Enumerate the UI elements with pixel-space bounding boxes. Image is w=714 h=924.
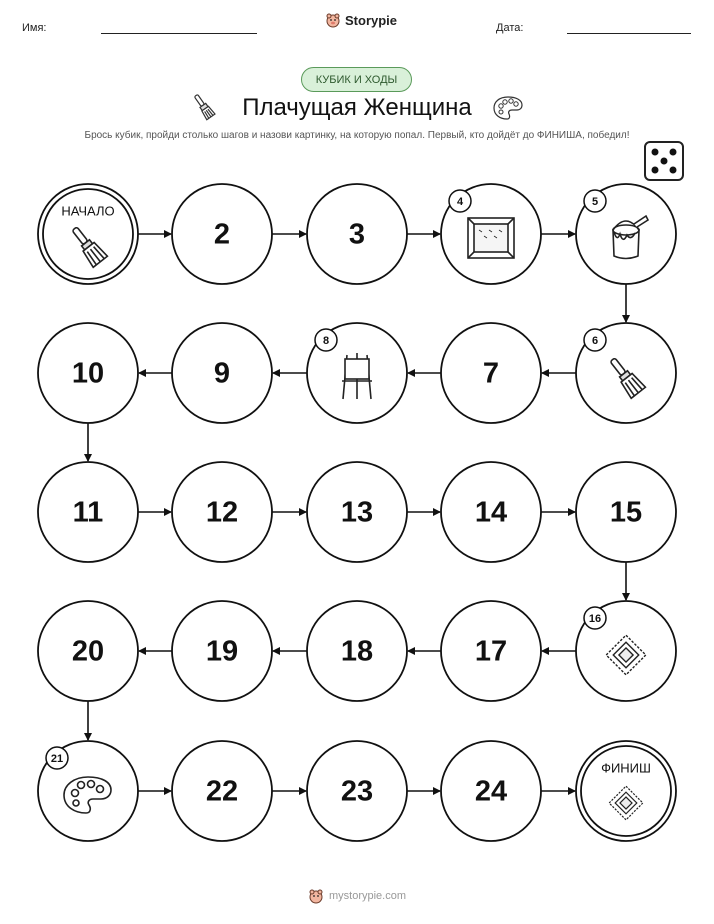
storypie-mascot-icon bbox=[308, 888, 324, 904]
cell-number: 12 bbox=[205, 496, 239, 529]
instructions: Брось кубик, пройди столько шагов и назови картинку, на которую попал. Первый, кто дойдёт до ФИНИША, победил! bbox=[84, 130, 630, 141]
cell-number: 17 bbox=[474, 635, 508, 668]
cell-outer-ring bbox=[38, 184, 138, 284]
game-type-badge: КУБИК И ХОДЫ bbox=[301, 67, 412, 92]
board-cell-22[interactable] bbox=[172, 741, 272, 841]
name-label: Имя: bbox=[22, 22, 47, 34]
cell-number: 18 bbox=[340, 635, 374, 668]
cell-number: 6 bbox=[591, 334, 599, 347]
board-cell-2[interactable] bbox=[172, 184, 272, 284]
board-cell-18[interactable] bbox=[307, 601, 407, 701]
cell-number: 3 bbox=[348, 218, 366, 251]
cell-number: 23 bbox=[340, 775, 374, 808]
cell-number: 19 bbox=[205, 635, 239, 668]
board-cell-15[interactable] bbox=[576, 462, 676, 562]
board-cell-24[interactable] bbox=[441, 741, 541, 841]
cell-number: 15 bbox=[609, 496, 643, 529]
cell-number: 9 bbox=[213, 357, 231, 390]
cell-number: 11 bbox=[72, 496, 104, 529]
board-cell-7[interactable] bbox=[441, 323, 541, 423]
cell-number: 8 bbox=[322, 334, 330, 347]
brand-name: Storypie bbox=[345, 12, 398, 28]
cell-number: 21 bbox=[50, 752, 64, 765]
footer bbox=[0, 888, 714, 904]
board-cell-4[interactable] bbox=[441, 184, 541, 284]
board-cell-14[interactable] bbox=[441, 462, 541, 562]
board-cell-21[interactable] bbox=[38, 741, 138, 841]
cell-number: 13 bbox=[340, 496, 374, 529]
cell-number: 16 bbox=[588, 612, 602, 625]
cell-number: 5 bbox=[591, 195, 599, 208]
board-cell-8[interactable] bbox=[307, 323, 407, 423]
board-cell-20[interactable] bbox=[38, 601, 138, 701]
board-cell-10[interactable] bbox=[38, 323, 138, 423]
board-cell-3[interactable] bbox=[307, 184, 407, 284]
board-cell-16[interactable] bbox=[576, 601, 676, 701]
cell-number: 20 bbox=[71, 635, 105, 668]
canvas-frame-icon bbox=[468, 218, 514, 258]
board-cell-9[interactable] bbox=[172, 323, 272, 423]
cell-number: 7 bbox=[482, 357, 500, 390]
board-cell-11[interactable] bbox=[38, 462, 138, 562]
board-cell-5[interactable] bbox=[576, 184, 676, 284]
cell-number: 2 bbox=[213, 218, 231, 251]
board-cell-19[interactable] bbox=[172, 601, 272, 701]
board-cell-23[interactable] bbox=[307, 741, 407, 841]
footer-site[interactable]: mystorypie.com bbox=[328, 890, 407, 902]
cell-number: 4 bbox=[456, 195, 464, 208]
board-cell-6[interactable] bbox=[576, 323, 676, 423]
board-cell-1[interactable] bbox=[38, 184, 138, 284]
cell-number: 22 bbox=[205, 775, 239, 808]
board-cell-17[interactable] bbox=[441, 601, 541, 701]
board-cell-12[interactable] bbox=[172, 462, 272, 562]
board-cell-13[interactable] bbox=[307, 462, 407, 562]
date-label: Дата: bbox=[496, 22, 524, 34]
finish-label: ФИНИШ bbox=[601, 760, 651, 776]
board-cell-25[interactable] bbox=[576, 741, 676, 841]
cell-number: 24 bbox=[474, 775, 508, 808]
page-title: Плачущая Женщина bbox=[242, 94, 472, 121]
cell-number: 14 bbox=[474, 496, 508, 529]
cell-number: 10 bbox=[71, 357, 105, 390]
start-label: НАЧАЛО bbox=[61, 203, 115, 219]
